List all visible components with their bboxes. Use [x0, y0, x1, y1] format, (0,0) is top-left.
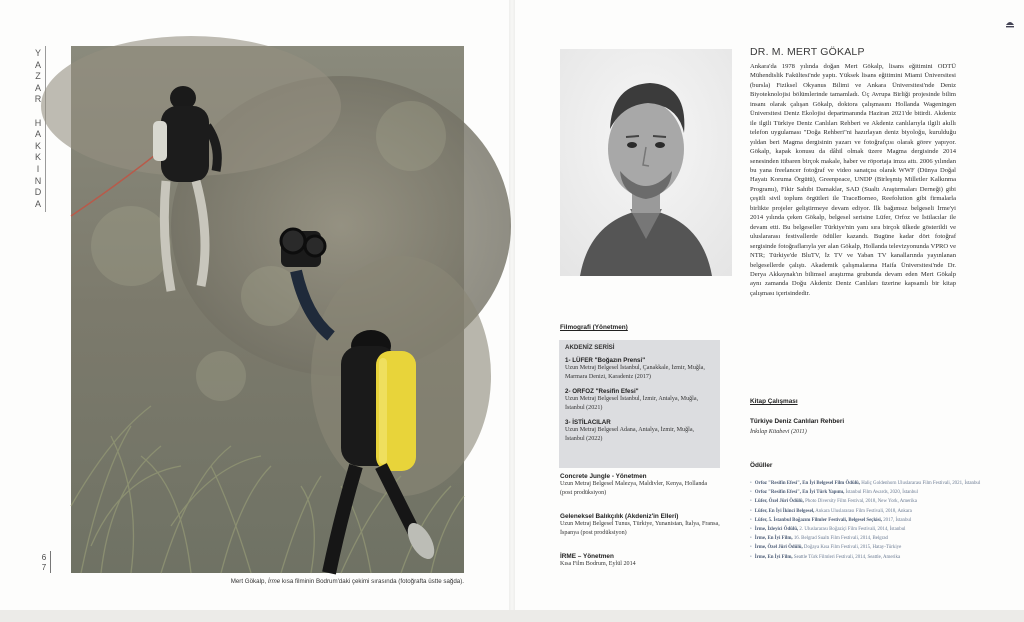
award-item: • İrme, En İyi Film, 16. Belgrad Sualtı Film Festivali, 2014, Belgrad	[750, 534, 960, 543]
section-title-letter: K	[34, 152, 41, 163]
book-heading: Kitap Çalışması	[750, 398, 798, 405]
section-title-letter: A	[34, 129, 41, 140]
book-title: Türkiye Deniz Canlıları Rehberi	[750, 418, 845, 425]
filmography-heading: Filmografi (Yönetmen)	[560, 324, 628, 331]
section-title-letter: H	[34, 117, 42, 128]
page-bottom-edge	[0, 610, 1024, 622]
award-item: • İrme, En İyi Film, Seattle Türk Filmleri Festivali, 2014, Seattle, Amerika	[750, 553, 960, 562]
award-item: • Orfoz "Resifin Efesi", En İyi Belgesel Film Ödülü, Haliç Goldenhorn Uluslararası Film Festivali, 2021, İstanbul	[750, 479, 960, 488]
spread-gutter	[509, 0, 515, 622]
publisher-logo-icon	[1004, 17, 1016, 29]
award-item: • Lüfer, Özel Jüri Ödülü, Photo Diversity Film Festival, 2018, New York, Amerika	[750, 497, 960, 506]
section-title-letter: A	[34, 82, 41, 93]
series-film: 1- LÜFER "Boğazın Prensi" Uzun Metraj Belgesel İstanbul, Çanakkale, İzmir, Muğla, Marmara Denizi, Karadeniz (2017)	[565, 357, 705, 380]
section-title-letter: Y	[34, 48, 41, 58]
awards-list	[750, 479, 981, 562]
film-entry: Geleneksel Balıkçılık (Akdeniz'in Elleri) Uzun Metraj Belgesel Tunus, Türkiye, Yunanistan, İtalya, Fransa, İspanya (post prodüksiyon)	[560, 513, 720, 536]
underwater-photo	[71, 46, 464, 573]
series-film: 3- İSTİLACILAR Uzun Metraj Belgesel Adana, Antalya, İzmir, Muğla, İstanbul (2022)	[565, 419, 695, 442]
author-biography: Ankara'da 1978 yılında doğan Mert Gökalp, lisans eğitimini ODTÜ Mühendislik Fakültesi'nde yaptı. Yüksek lisans eğitimini Miami Üniversitesi (bursla) Fiziksel Okyanus Bilimi ve Ankara Üniversitesi'nde Deniz Biyoteknolojisi bölümlerinde tamamladı. Üç Avrupa Birliği projesinde bilim insanı olarak çalışan Gökalp, doktora çalışmasını Hollanda Wageningen Üniversitesi Deniz Ekolojisi departmanında Haziran 2021'de bitirdi. Akdeniz ile ilgili Türkiye Deniz Canlıları Rehberi ve Akdeniz canlılarıyla ilgili akıllı telefon uygulaması "Doğa Rehberi"ni hazırlayan deniz biyoloğu, kurulduğu yıldan beri Magma dergisinin yazarı ve fotoğrafçısı olarak görev yapıyor. Gökalp, kapak konusu da dâhil olmak üzere Magma dergisinde 2014 senesinden itibaren birçok makale, haber ve röportaja imza attı. 2006 yılından bu yana freelancer fotoğraf ve video sanatçısı olarak WWF (Dünya Doğal Hayatı Koruma Örgütü), Greenpeace, UNDP (Birleşmiş Milletler Kalkınma Programı), Fikir Sahibi Damaklar, SAD (Sualtı Araştırmaları Derneği) gibi çeşitli sivil toplum örgütleri ile TraceBorneo, Reefolution gibi firmalarla birlikte projeler geliştirmeye devam ediyor. İlk bağımsız belgeseli İrme'yi 2014 yılında çeken Gökalp, belgesel serisine Lüfer, Orfoz ve İstilacılar ile devam etti. Bu belgeseller Türkiye'nin yanı sıra birçok ülkede gösterildi ve uluslararası festivallerde ödüller kazandı. Bugüne kadar dört fotoğraf sergisinde fotoğraflarıyla yer alan Gökalp, Hollanda televizyonunda VPRO ve NTR; Türkiye'de BluTV, İz TV ve Yaban TV kanallarında yayınlanan belgesellerde çalıştı. Akademik çalışmalarına Haifa Üniversitesi'nde Dr. Derya Akkaynak'ın bilimsel araştırma grubunda devam eden Mert Gökalp aynı zamanda Doğu Akdeniz Deniz Canlıları üzerine kapsamlı bir kitap çalışması içerisindedir.	[750, 63, 956, 297]
author-name: DR. M. MERT GÖKALP	[750, 46, 865, 58]
series-heading: AKDENİZ SERİSİ	[565, 344, 615, 351]
book-publisher: İnkılap Kitabevi (2011)	[750, 429, 807, 435]
award-item: • İrme, İzleyici Ödülü, 2. Uluslararası Boğaziçi Film Festivali, 2014, İstanbul	[750, 525, 960, 534]
section-title-letter: Z	[35, 71, 41, 82]
section-title-rule	[45, 46, 46, 212]
section-title-letter: D	[34, 187, 42, 198]
section-title-letter: I	[36, 163, 40, 174]
award-item: • Lüfer, En İyi İkinci Belgesel, Ankara Uluslararası Film Festivali, 2018, Ankara	[750, 507, 960, 516]
section-title-vertical	[33, 48, 43, 210]
award-item: • Lüfer, 5. İstanbul Boğazını Filmler Festivali, Belgesel Seçkisi, 2017, İstanbul	[750, 516, 960, 525]
akdeniz-series-box	[559, 340, 720, 468]
series-film: 2- ORFOZ "Resifin Efesi" Uzun Metraj Belgesel İstanbul, İzmir, Antalya, Muğla, İstanbul (2021)	[565, 388, 699, 411]
film-entry: İRME – Yönetmen Kısa Film Bodrum, Eylül 2014	[560, 553, 636, 567]
award-item: • Orfoz "Resifin Efesi", En İyi Türk Yapımı, İstanbul Film Awards, 2020, İstanbul	[750, 488, 960, 497]
page-number: 6 7	[41, 553, 47, 572]
author-portrait	[560, 49, 732, 276]
section-title-letter: R	[34, 94, 42, 105]
section-title-letter: N	[34, 175, 42, 186]
film-entry: Concrete Jungle - Yönetmen Uzun Metraj Belgesel Malezya, Maldivler, Kenya, Hollanda (post prodüksiyon)	[560, 473, 708, 496]
section-title-letter: A	[34, 59, 41, 70]
award-item: • İrme, Özel Jüri Ödülü, Doğaya Kısa Film Festivali, 2015, Hatay-Türkiye	[750, 543, 960, 552]
section-title-letter: K	[34, 140, 41, 151]
section-title-letter: A	[34, 198, 41, 209]
page-number-rule	[50, 551, 51, 573]
photo-caption: Mert Gökalp, İrme kısa filminin Bodrum'daki çekimi sırasında (fotoğrafta üstte sağda).	[230, 578, 464, 585]
awards-heading: Ödüller	[750, 462, 773, 469]
